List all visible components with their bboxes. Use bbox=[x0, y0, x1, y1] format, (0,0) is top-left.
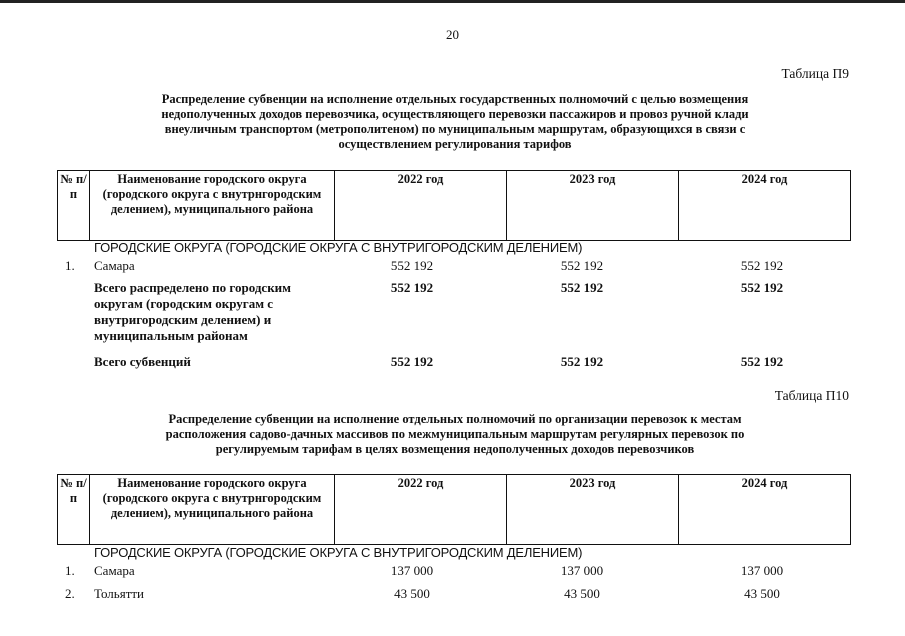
title-line: Распределение субвенции на исполнение отдельных полномочий по организации перевозок к местам bbox=[168, 412, 742, 426]
row-name: Самара bbox=[94, 258, 135, 273]
row-name: Тольятти bbox=[94, 586, 145, 601]
table-p10-section-heading: ГОРОДСКИЕ ОКРУГА (ГОРОДСКИЕ ОКРУГА С ВНУТРИГОРОДСКИМ ДЕЛЕНИЕМ) bbox=[94, 545, 583, 560]
title-line: осуществлением регулирования тарифов bbox=[338, 137, 572, 151]
row-value-2024: 137 000 bbox=[740, 563, 784, 578]
table-p9-title bbox=[60, 92, 850, 152]
total-2023: 552 192 bbox=[560, 354, 604, 369]
header-num: № п/п bbox=[58, 475, 90, 545]
row-value-2022: 43 500 bbox=[394, 586, 430, 601]
subtotal-2024: 552 192 bbox=[740, 280, 784, 295]
page-number: 20 bbox=[446, 27, 459, 42]
row-value-2023: 137 000 bbox=[560, 563, 604, 578]
subtotal-label: Всего распределено по городским округам (городским округам с внутригородским делением) и муниципальным районам bbox=[94, 280, 292, 343]
row-number: 1. bbox=[65, 563, 75, 578]
title-line: недополученных доходов перевозчика, осуществляющего перевозки пассажиров и провоз ручной клади bbox=[161, 107, 749, 121]
header-num: № п/п bbox=[58, 171, 90, 241]
header-year-2024: 2024 год bbox=[679, 171, 851, 241]
header-name: Наименование городского округа (городского округа с внутрнгородским делением), муниципального района bbox=[90, 475, 335, 545]
table-p9-label: Таблица П9 bbox=[781, 66, 849, 81]
row-number: 1. bbox=[65, 258, 75, 273]
header-year-2022: 2022 год bbox=[335, 475, 507, 545]
header-year-2023: 2023 год bbox=[507, 475, 679, 545]
header-year-2024: 2024 год bbox=[679, 475, 851, 545]
top-border-line bbox=[0, 0, 905, 3]
header-year-2023: 2023 год bbox=[507, 171, 679, 241]
row-number: 2. bbox=[65, 586, 75, 601]
row-name: Самара bbox=[94, 563, 135, 578]
row-value-2023: 552 192 bbox=[560, 258, 604, 273]
title-line: регулируемым тарифам в целях возмещения недополученных доходов перевозчиков bbox=[215, 442, 695, 456]
total-2022: 552 192 bbox=[390, 354, 434, 369]
header-year-2022: 2022 год bbox=[335, 171, 507, 241]
subtotal-2022: 552 192 bbox=[390, 280, 434, 295]
total-2024: 552 192 bbox=[740, 354, 784, 369]
header-name: Наименование городского округа (городского округа с внутрнгородским делением), муниципального района bbox=[90, 171, 335, 241]
row-value-2024: 43 500 bbox=[744, 586, 780, 601]
title-line: Распределение субвенции на исполнение отдельных государственных полномочий с целью возмещения bbox=[161, 92, 749, 106]
subtotal-2023: 552 192 bbox=[560, 280, 604, 295]
row-value-2023: 43 500 bbox=[564, 586, 600, 601]
row-value-2022: 137 000 bbox=[390, 563, 434, 578]
title-line: внеуличным транспортом (метрополитеном) по муниципальным маршрутам, образующихся в связи с bbox=[164, 122, 746, 136]
title-line: расположения садово-дачных массивов по межмуниципальным маршрутам регулярных перевозок по bbox=[165, 427, 745, 441]
table-p10-header bbox=[57, 474, 851, 545]
total-label: Всего субвенций bbox=[94, 354, 191, 369]
table-p9-header bbox=[57, 170, 851, 241]
row-value-2024: 552 192 bbox=[740, 258, 784, 273]
table-p10-label: Таблица П10 bbox=[774, 388, 849, 403]
table-p10-title bbox=[60, 412, 850, 457]
row-value-2022: 552 192 bbox=[390, 258, 434, 273]
table-p9-section-heading: ГОРОДСКИЕ ОКРУГА (ГОРОДСКИЕ ОКРУГА С ВНУТРИГОРОДСКИМ ДЕЛЕНИЕМ) bbox=[94, 240, 583, 255]
